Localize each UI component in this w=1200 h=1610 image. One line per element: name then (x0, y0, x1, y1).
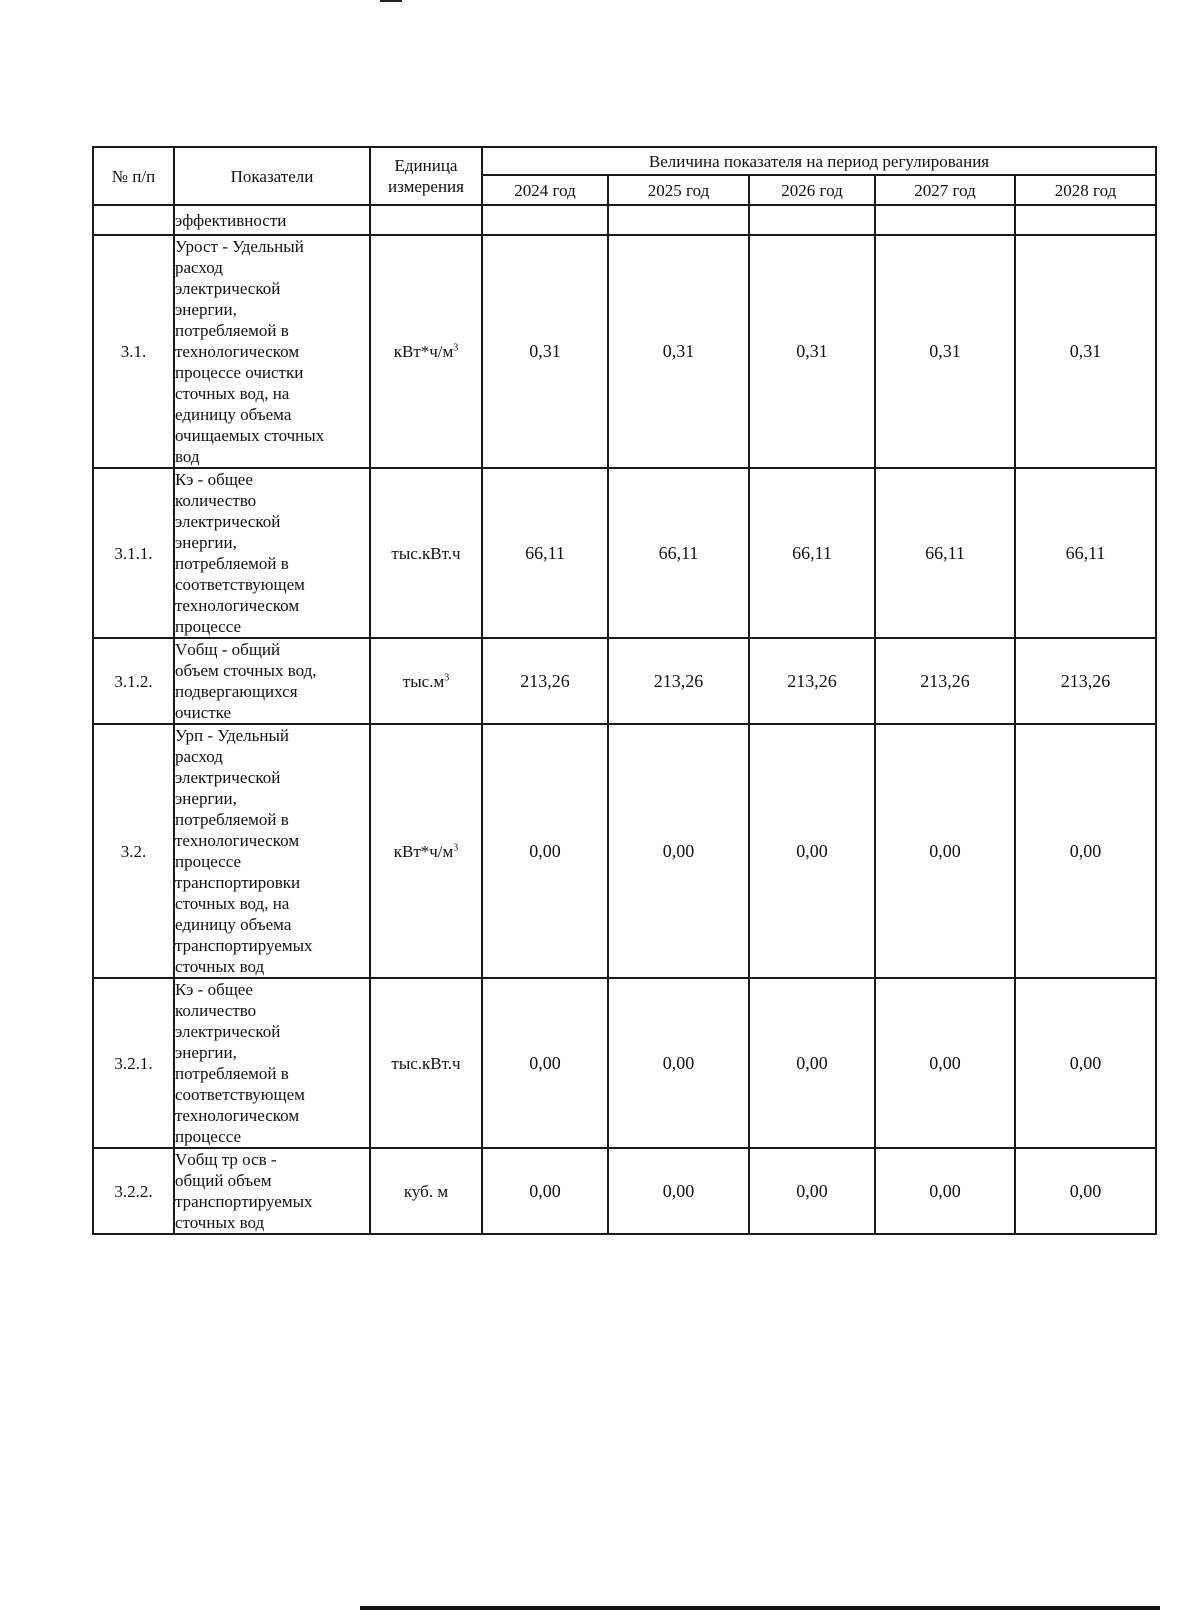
table-row (93, 638, 1156, 724)
scan-artifact-top (380, 0, 402, 2)
value-cell: 0,00 (482, 1148, 608, 1234)
unit-cell (370, 978, 482, 1148)
row-number: 3.1. (93, 235, 174, 468)
value-cell: 213,26 (1015, 638, 1156, 724)
value-cell: 66,11 (608, 468, 749, 638)
value-cell: 0,00 (875, 978, 1015, 1148)
value-cell: 0,00 (482, 724, 608, 978)
unit-cell (370, 1148, 482, 1234)
value-cell: 0,00 (608, 1148, 749, 1234)
scan-artifact-bottom (360, 1606, 1160, 1610)
value-cell (749, 205, 875, 235)
value-cell (1015, 205, 1156, 235)
value-cell: 213,26 (608, 638, 749, 724)
row-number: 3.1.1. (93, 468, 174, 638)
unit-cell (370, 468, 482, 638)
unit-text: кВт*ч/м (393, 342, 454, 361)
unit-text: кВт*ч/м (393, 841, 454, 861)
indicator-name: Кэ - общее количество электрической энергии, потребляемой в соответствующем технологическом процессе (174, 468, 370, 638)
value-cell: 0,31 (608, 235, 749, 468)
value-cell: 66,11 (875, 468, 1015, 638)
header-year: 2026 год (749, 175, 875, 205)
indicator-name: Урост - Удельный расход электрической энергии, потребляемой в технологическом процессе очистки сточных вод, на единицу объема очищаемых сточных вод (174, 235, 370, 468)
unit-cell (370, 205, 482, 235)
table-row (93, 468, 1156, 638)
value-cell: 66,11 (749, 468, 875, 638)
row-number: 3.2. (93, 724, 174, 978)
unit-superscript: 3 (453, 841, 459, 853)
header-year: 2027 год (875, 175, 1015, 205)
value-cell: 0,00 (749, 724, 875, 978)
value-cell: 0,31 (482, 235, 608, 468)
value-cell: 0,00 (608, 978, 749, 1148)
value-cell (482, 205, 608, 235)
header-year: 2028 год (1015, 175, 1156, 205)
header-indicators: Показатели (174, 147, 370, 205)
row-number (93, 205, 174, 235)
unit-cell (370, 638, 482, 724)
value-cell: 213,26 (875, 638, 1015, 724)
unit-text: тыс.кВт.ч (391, 1053, 461, 1073)
table-row (93, 205, 1156, 235)
value-cell (608, 205, 749, 235)
header-year: 2024 год (482, 175, 608, 205)
unit-text: тыс.м (402, 671, 445, 691)
value-cell: 66,11 (1015, 468, 1156, 638)
unit-superscript: 3 (453, 342, 459, 354)
value-cell: 0,00 (1015, 724, 1156, 978)
indicator-name: Vобщ - общий объем сточных вод, подвергающихся очистке (174, 638, 370, 724)
value-cell: 0,00 (749, 978, 875, 1148)
value-cell: 0,31 (749, 235, 875, 468)
unit-superscript: 3 (444, 671, 450, 683)
value-cell: 0,00 (1015, 1148, 1156, 1234)
value-cell: 213,26 (482, 638, 608, 724)
indicator-name: эффективности (174, 205, 370, 235)
unit-cell (370, 235, 482, 468)
indicators-table (92, 146, 1157, 1235)
value-cell: 0,00 (749, 1148, 875, 1234)
value-cell: 0,31 (875, 235, 1015, 468)
table-row (93, 1148, 1156, 1234)
row-number: 3.1.2. (93, 638, 174, 724)
indicator-name: Vобщ тр осв - общий объем транспортируемых сточных вод (174, 1148, 370, 1234)
table-row (93, 235, 1156, 468)
row-number: 3.2.2. (93, 1148, 174, 1234)
unit-cell (370, 724, 482, 978)
value-cell: 213,26 (749, 638, 875, 724)
row-number: 3.2.1. (93, 978, 174, 1148)
table-row (93, 724, 1156, 978)
header-period: Величина показателя на период регулирования (482, 147, 1156, 175)
value-cell (875, 205, 1015, 235)
header-year: 2025 год (608, 175, 749, 205)
unit-text: куб. м (403, 1181, 449, 1201)
unit-text: тыс.кВт.ч (391, 543, 461, 563)
indicator-name: Кэ - общее количество электрической энергии, потребляемой в соответствующем технологическом процессе (174, 978, 370, 1148)
value-cell: 66,11 (482, 468, 608, 638)
value-cell: 0,00 (608, 724, 749, 978)
header-num: № п/п (93, 147, 174, 205)
table-row (93, 978, 1156, 1148)
value-cell: 0,00 (875, 1148, 1015, 1234)
value-cell: 0,00 (1015, 978, 1156, 1148)
header-unit: Единица измерения (370, 147, 482, 205)
value-cell: 0,00 (875, 724, 1015, 978)
indicator-name: Урп - Удельный расход электрической энергии, потребляемой в технологическом процессе транспортировки сточных вод, на единицу объема транспортируемых сточных вод (174, 724, 370, 978)
value-cell: 0,31 (1015, 235, 1156, 468)
value-cell: 0,00 (482, 978, 608, 1148)
